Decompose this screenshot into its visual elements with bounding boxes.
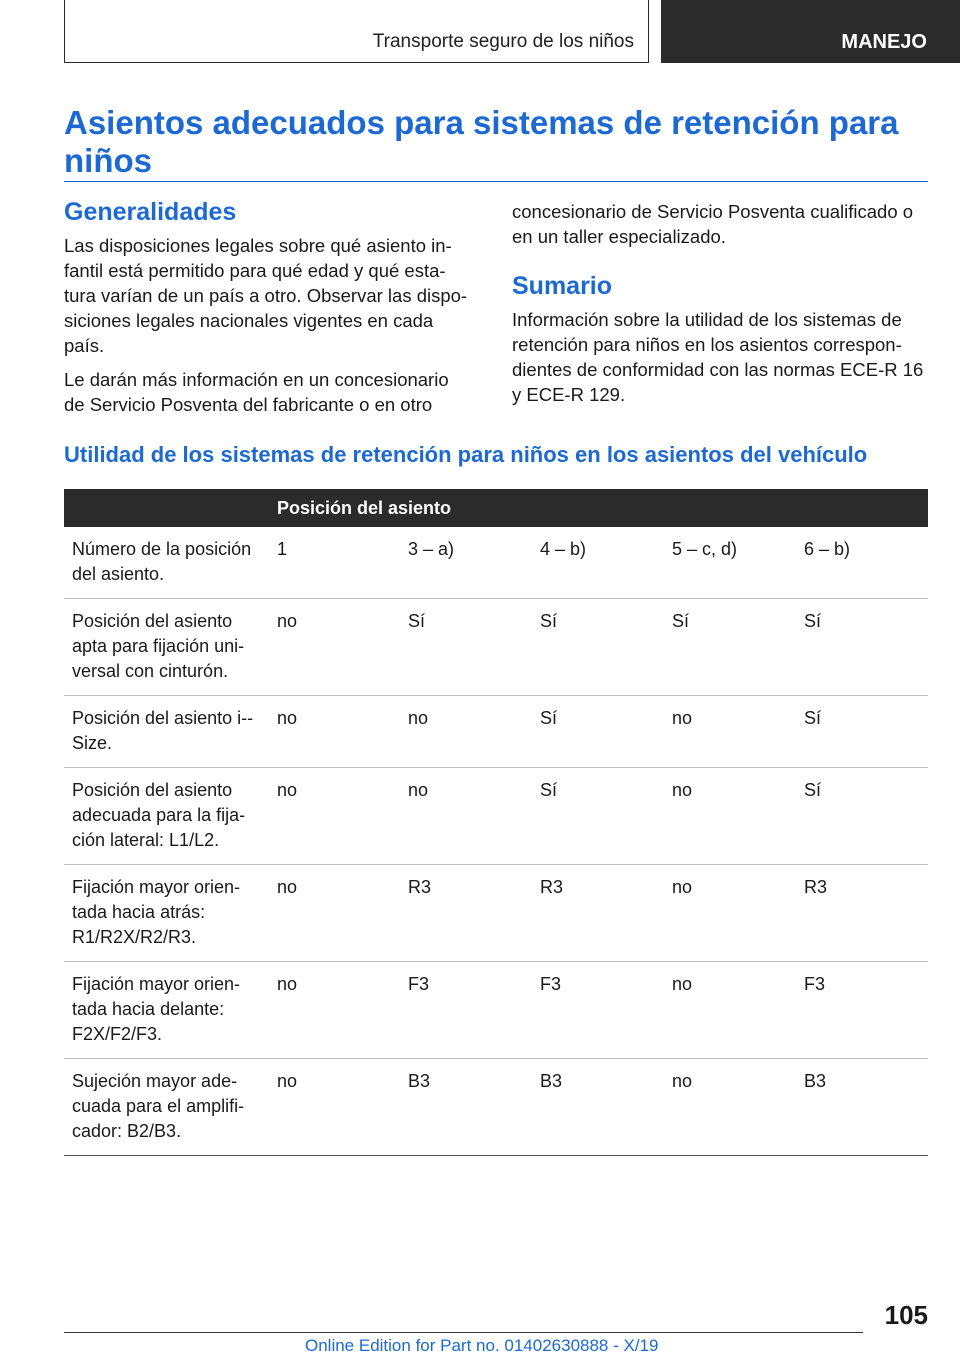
table-cell: no bbox=[269, 696, 400, 768]
table-cell: 3 – a) bbox=[400, 527, 532, 599]
table-row bbox=[64, 696, 928, 768]
row-label-cell: Posición del asiento i--Size. bbox=[64, 696, 269, 768]
table-cell: no bbox=[400, 696, 532, 768]
table-cell: no bbox=[400, 768, 532, 865]
generalidades-section bbox=[64, 197, 474, 426]
table-cell: no bbox=[269, 962, 400, 1059]
generalidades-paragraph-2-start: Le darán más información en un concesionario de Servicio Posventa del fabricante o en otro bbox=[64, 369, 449, 415]
table-cell: no bbox=[269, 768, 400, 865]
table-cell: B3 bbox=[796, 1059, 928, 1156]
table-title: Utilidad de los sistemas de retención para niños en los asientos del vehículo bbox=[64, 442, 868, 467]
row-label-cell: Sujeción mayor ade-cuada para el amplifi-cador: B2/B3. bbox=[64, 1059, 269, 1156]
generalidades-paragraph-2-continued: concesionario de Servicio Posventa cualificado o en un taller especializado. bbox=[512, 201, 914, 247]
header-chapter-label: MANEJO bbox=[841, 31, 927, 53]
row-label-cell: Posición del asiento apta para fijación uni-versal con cinturón. bbox=[64, 599, 269, 696]
table-cell: R3 bbox=[400, 865, 532, 962]
table-row bbox=[64, 1059, 928, 1156]
table-header-blank bbox=[64, 489, 269, 527]
table-cell: Sí bbox=[400, 599, 532, 696]
table-row bbox=[64, 768, 928, 865]
table-cell: no bbox=[269, 1059, 400, 1156]
table-row bbox=[64, 865, 928, 962]
table-cell: no bbox=[664, 962, 796, 1059]
table-cell: Sí bbox=[532, 696, 664, 768]
generalidades-heading: Generalidades bbox=[64, 198, 237, 226]
edition-note: Online Edition for Part no. 01402630888 - X/19 bbox=[305, 1336, 659, 1355]
table-cell: Sí bbox=[796, 599, 928, 696]
right-column bbox=[512, 199, 928, 416]
row-label-cell: Fijación mayor orien-tada hacia delante: F2X/F2/F3. bbox=[64, 962, 269, 1059]
page-number: 105 bbox=[884, 1300, 928, 1330]
table-header-row bbox=[64, 489, 928, 527]
table-cell: 1 bbox=[269, 527, 400, 599]
table-cell: no bbox=[664, 768, 796, 865]
row-label-cell: Posición del asiento adecuada para la fija-ción lateral: L1/L2. bbox=[64, 768, 269, 865]
table-cell: no bbox=[664, 1059, 796, 1156]
footer-divider bbox=[64, 1332, 863, 1333]
table-row bbox=[64, 962, 928, 1059]
table-cell: Sí bbox=[532, 599, 664, 696]
table-row bbox=[64, 599, 928, 696]
table-cell: F3 bbox=[796, 962, 928, 1059]
table-cell: B3 bbox=[400, 1059, 532, 1156]
row-label-cell: Número de la posición del asiento. bbox=[64, 527, 269, 599]
table-cell: no bbox=[269, 599, 400, 696]
table-cell: 5 – c, d) bbox=[664, 527, 796, 599]
table-cell: 4 – b) bbox=[532, 527, 664, 599]
table-cell: no bbox=[269, 865, 400, 962]
table-cell: no bbox=[664, 696, 796, 768]
title-divider bbox=[64, 181, 928, 182]
table-cell: B3 bbox=[532, 1059, 664, 1156]
table-cell: F3 bbox=[532, 962, 664, 1059]
table-cell: Sí bbox=[664, 599, 796, 696]
sumario-heading: Sumario bbox=[512, 272, 613, 300]
table-cell: Sí bbox=[796, 768, 928, 865]
table-cell: R3 bbox=[796, 865, 928, 962]
header-chapter-tab bbox=[661, 0, 960, 63]
header-section-tab bbox=[64, 0, 649, 63]
seat-suitability-table bbox=[64, 489, 928, 1156]
table-cell: Sí bbox=[532, 768, 664, 865]
table-cell: Sí bbox=[796, 696, 928, 768]
table-cell: R3 bbox=[532, 865, 664, 962]
row-label-cell: Fijación mayor orien-tada hacia atrás: R1/R2X/R2/R3. bbox=[64, 865, 269, 962]
generalidades-paragraph-1: Las disposiciones legales sobre qué asiento in-fantil está permitido para qué edad y qué esta-tura varían de un país a otro. Observar las dispo-siciones legales nacionales vigentes en cada país. bbox=[64, 235, 468, 356]
table-header-cell: Posición del asiento bbox=[269, 489, 928, 527]
table-cell: 6 – b) bbox=[796, 527, 928, 599]
sumario-paragraph: Información sobre la utilidad de los sistemas de retención para niños en los asientos correspon-dientes de conformidad con las normas ECE-R 16 y ECE-R 129. bbox=[512, 309, 924, 405]
header-section-label: Transporte seguro de los niños bbox=[372, 31, 634, 52]
table-cell: no bbox=[664, 865, 796, 962]
table-row bbox=[64, 527, 928, 599]
table-body bbox=[64, 527, 928, 1156]
table-cell: F3 bbox=[400, 962, 532, 1059]
page-title: Asientos adecuados para sistemas de retención para niños bbox=[64, 104, 899, 179]
